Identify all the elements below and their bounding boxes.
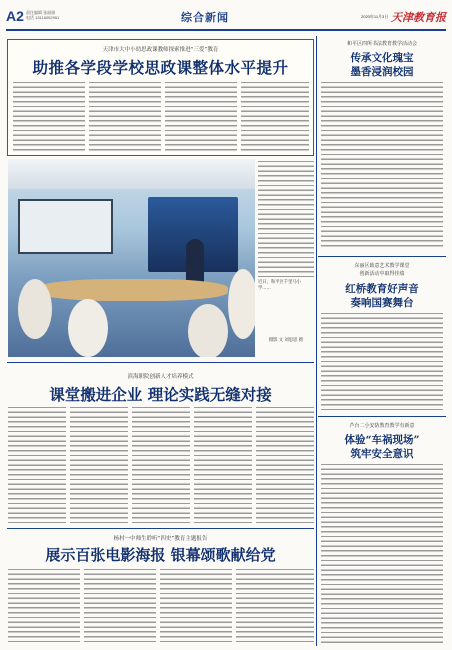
story3-body-col2 [84, 567, 156, 645]
divider [7, 528, 314, 529]
right-story1-kicker: 和平区四所书法教育教学活动会 [346, 41, 417, 47]
page-header [6, 8, 446, 28]
section-title: 综合新闻 [181, 11, 229, 24]
lead-body-col1 [13, 80, 85, 152]
editor-info [26, 10, 59, 20]
column-divider [316, 36, 317, 646]
right-story3-kicker: 芦台二小安防教育教学有新意 [349, 423, 415, 429]
page-number: A2 [6, 8, 24, 24]
photo-credit: 摄影 文 刘思思 摄 [268, 338, 303, 343]
story3-body-col3 [160, 567, 232, 645]
photo-caption: 近日，和平区千里马小学…… [258, 280, 301, 291]
photo-student [68, 299, 108, 357]
right-story2-kicker-line2: 创新活动中取得佳绩 [359, 271, 405, 277]
story2-headline: 课堂搬进企业 理论实践无缝对接 [49, 385, 272, 404]
story2-body-col2 [70, 405, 128, 523]
divider [318, 256, 446, 257]
right-story2-title-line1: 红桥教育好声音 [345, 283, 419, 295]
story2-body-col1 [8, 405, 66, 523]
issue-date: 2020年11月3日 [361, 14, 389, 19]
story3-body-col1 [8, 567, 80, 645]
story2-kicker: 滨海职院创新人才培养模式 [127, 374, 194, 380]
photo-student [228, 269, 255, 339]
lead-photo [8, 159, 255, 357]
right-story2-title-line2: 奏响国赛舞台 [350, 297, 414, 309]
right-story3-body [321, 462, 443, 646]
right-story2-kicker-line1: 东丽区致意艺术教学课堂 [354, 263, 410, 269]
right-story3-title-line1: 体验“车祸现场” [344, 434, 420, 446]
right-story1-title-line2: 墨香浸润校园 [350, 66, 414, 78]
right-story2-body [321, 311, 443, 411]
lead-story-box [7, 39, 314, 156]
header-rule [6, 29, 446, 31]
divider [7, 362, 314, 363]
photo-table [38, 279, 228, 301]
editor-name: 责任编辑 张丽娟 [26, 10, 56, 15]
lead-headline: 助推各学段学校思政课整体水平提升 [32, 58, 289, 77]
photo-whiteboard [18, 199, 113, 254]
lead-kicker: 天津市大中小幼思政课教师探索推进“三爱”教育 [102, 47, 219, 53]
lead-body-col2 [89, 80, 161, 152]
right-story3-title-line2: 筑牢安全意识 [350, 448, 414, 460]
photo-side-text [258, 159, 314, 277]
lead-body-col3 [165, 80, 237, 152]
masthead-logo: 天津教育报 [391, 11, 446, 24]
story2-body-col5 [256, 405, 314, 523]
story3-headline: 展示百张电影海报 银幕颂歌献给党 [45, 546, 276, 564]
right-story1-body [321, 80, 443, 250]
story2-body-col3 [132, 405, 190, 523]
lead-body-col4 [241, 80, 309, 152]
photo-student [18, 279, 52, 339]
right-story1-title-line1: 传承文化瑰宝 [350, 52, 414, 64]
story3-kicker: 杨村一中师生聆听“四史”教育主题报告 [113, 536, 208, 542]
story2-body-col4 [194, 405, 252, 523]
editor-phone: 电话 13116052951 [26, 15, 60, 20]
photo-student [188, 304, 228, 357]
divider [318, 416, 446, 417]
photo-ceiling [8, 159, 255, 189]
story3-body-col4 [236, 567, 314, 645]
